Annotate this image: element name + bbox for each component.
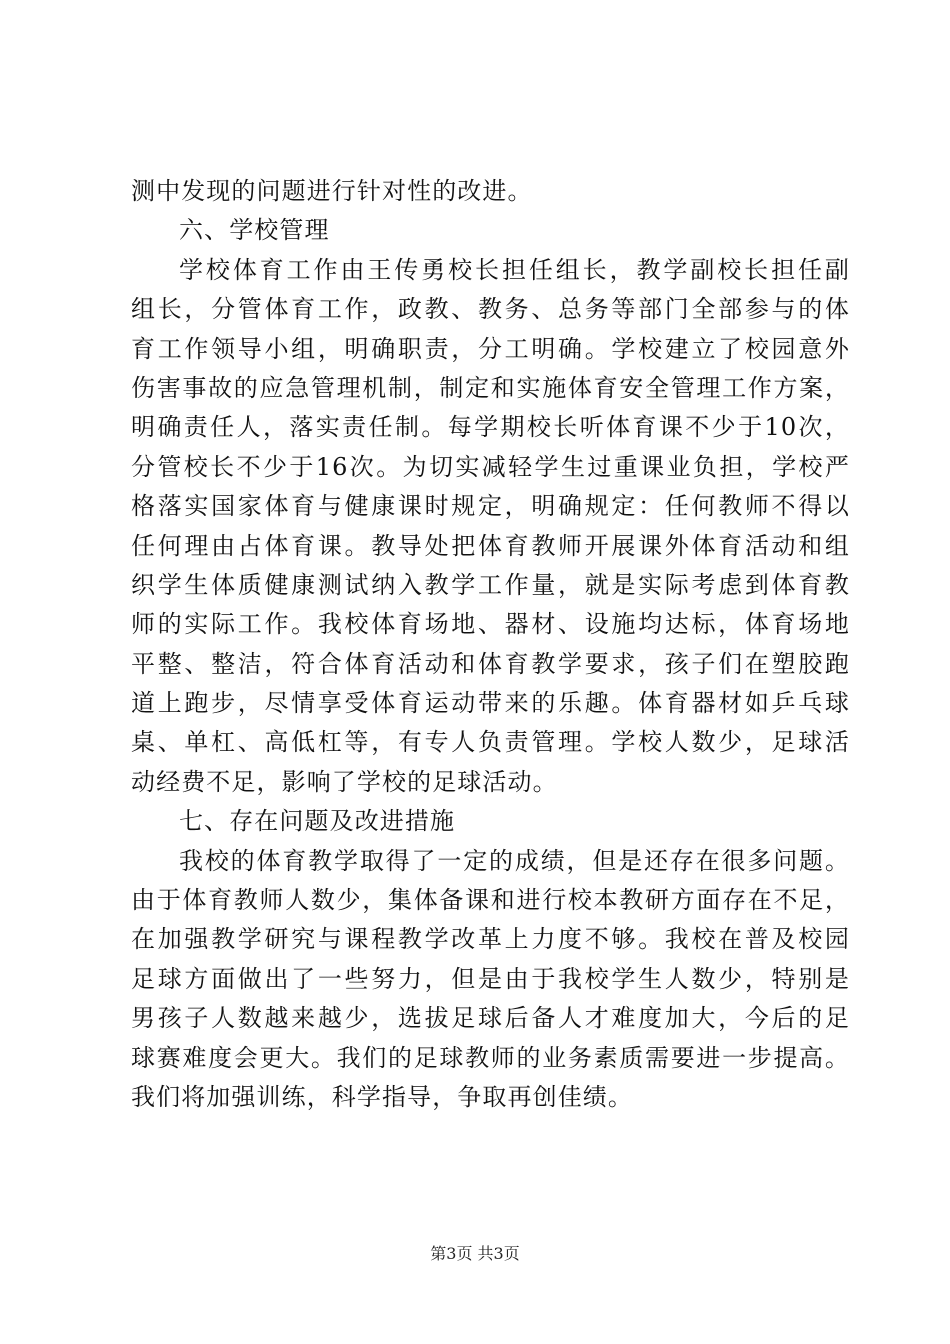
text-line: 桌、单杠、高低杠等，有专人负责管理。学校人数少，足球活 (131, 728, 850, 757)
text-line: 道上跑步，尽情享受体育运动带来的乐趣。体育器材如乒乓球 (131, 689, 850, 718)
text-line: 学校体育工作由王传勇校长担任组长，教学副校长担任副 (179, 255, 850, 284)
text-line: 在加强教学研究与课程教学改革上力度不够。我校在普及校园 (131, 925, 850, 954)
text-line: 七、存在问题及改进措施 (179, 807, 456, 836)
text-line: 球赛难度会更大。我们的足球教师的业务素质需要进一步提高。 (131, 1043, 850, 1072)
text-line: 明确责任人，落实责任制。每学期校长听体育课不少于10次， (131, 413, 850, 442)
text-line: 格落实国家体育与健康课时规定，明确规定：任何教师不得以 (131, 492, 850, 521)
text-line: 男孩子人数越来越少，选拔足球后备人才难度加大，今后的足 (131, 1004, 850, 1033)
text-line: 我们将加强训练，科学指导，争取再创佳绩。 (131, 1082, 633, 1111)
text-line: 由于体育教师人数少，集体备课和进行校本教研方面存在不足， (131, 886, 850, 915)
text-line: 测中发现的问题进行针对性的改进。 (131, 177, 533, 205)
text-line: 师的实际工作。我校体育场地、器材、设施均达标，体育场地 (131, 610, 850, 639)
text-line: 伤害事故的应急管理机制，制定和实施体育安全管理工作方案， (131, 373, 850, 402)
text-line: 组长，分管体育工作，政教、教务、总务等部门全部参与的体 (131, 295, 850, 324)
text-line: 动经费不足，影响了学校的足球活动。 (131, 767, 558, 796)
text-line: 织学生体质健康测试纳入教学工作量，就是实际考虑到体育教 (131, 570, 850, 599)
text-line: 平整、整洁，符合体育活动和体育教学要求，孩子们在塑胶跑 (131, 649, 850, 678)
page-footer: 第3页 共3页 (430, 1244, 520, 1263)
document-body (131, 172, 850, 1117)
text-line: 六、学校管理 (179, 216, 330, 245)
text-line: 育工作领导小组，明确职责，分工明确。学校建立了校园意外 (131, 334, 850, 363)
text-line: 我校的体育教学取得了一定的成绩，但是还存在很多问题。 (179, 846, 850, 875)
text-line: 分管校长不少于16次。为切实减轻学生过重课业负担，学校严 (131, 452, 850, 481)
text-line: 任何理由占体育课。教导处把体育教师开展课外体育活动和组 (131, 531, 850, 560)
text-line: 足球方面做出了一些努力，但是由于我校学生人数少，特别是 (131, 964, 850, 993)
